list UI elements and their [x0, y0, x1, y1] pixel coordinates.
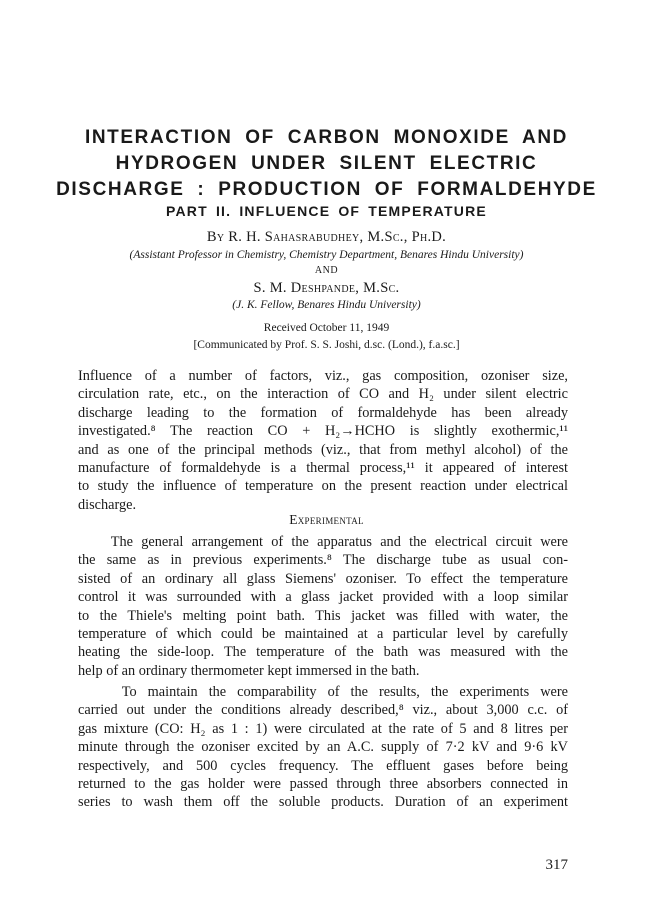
text-line: the same as in previous experiments.⁸ The discharge tube as usual con-	[78, 552, 568, 569]
text-line: discharge.	[78, 496, 137, 513]
text-line: help of an ordinary thermometer kept immersed in the bath.	[78, 662, 420, 679]
text-line: investigated.⁸ The reaction CO + H₂→HCHO is slightly exothermic,¹¹	[78, 423, 568, 440]
experimental-paragraph-1	[78, 533, 568, 680]
text-line: control it was surrounded with a glass jacket provided with a loop similar	[78, 589, 568, 606]
text-line: manufacture of formaldehyde is a thermal process,¹¹ it appeared of interest	[78, 459, 568, 476]
text-line: temperature of which could be maintained at a particular level by carefully	[78, 625, 568, 642]
and-separator: AND	[314, 265, 339, 276]
title-line-2: HYDROGEN UNDER SILENT ELECTRIC	[115, 153, 538, 174]
page-number: 317	[545, 857, 568, 873]
text-line: and as one of the principal methods (viz., that from methyl alcohol) of the	[78, 441, 568, 458]
affiliation-1: (Assistant Professor in Chemistry, Chemistry Department, Benares Hindu University)	[129, 249, 524, 261]
text-line: heating the side-loop. The temperature of the bath was measured with the	[78, 644, 568, 661]
text-line: to the Thiele's melting point bath. This jacket was filled with water, the	[78, 607, 568, 624]
part-subtitle: PART II. INFLUENCE OF TEMPERATURE	[166, 203, 487, 219]
article-title	[40, 125, 613, 203]
author-1: By R. H. Sahasrabudhey, M.Sc., Ph.D.	[206, 229, 447, 245]
experimental-paragraph-2	[78, 683, 568, 812]
communicated-by: [Communicated by Prof. S. S. Joshi, d.sc. (Lond.), f.a.sc.]	[193, 339, 460, 351]
title-line-3: DISCHARGE : PRODUCTION OF FORMALDEHYDE	[56, 179, 597, 200]
received-date: Received October 11, 1949	[263, 322, 390, 334]
text-line: minute through the ozoniser excited by an A.C. supply of 7·2 kV and 9·6 kV	[78, 739, 568, 756]
section-heading-experimental: Experimental	[289, 512, 364, 527]
text-line: series to wash them off the soluble products. Duration of an experiment	[78, 794, 568, 811]
text-line: The general arrangement of the apparatus and the electrical circuit were	[78, 534, 568, 550]
text-line: To maintain the comparability of the results, the experiments were	[78, 684, 568, 700]
text-line: Influence of a number of factors, viz., gas composition, ozoniser size,	[78, 368, 568, 384]
text-line: gas mixture (CO: H₂ as 1 : 1) were circulated at the rate of 5 and 8 litres per	[78, 720, 568, 737]
text-line: circulation rate, etc., on the interaction of CO and H₂ under silent electric	[78, 386, 568, 403]
text-line: returned to the gas holder were passed through three absorbers connected in	[78, 775, 568, 792]
text-line: discharge leading to the formation of formaldehyde has been already	[78, 404, 568, 421]
author-2: S. M. Deshpande, M.Sc.	[253, 280, 400, 296]
text-line: carried out under the conditions already described,⁸ viz., about 3,000 c.c. of	[78, 702, 568, 719]
text-line: respectively, and 500 cycles frequency. The effluent gases before being	[78, 757, 568, 774]
title-line-1: INTERACTION OF CARBON MONOXIDE AND	[84, 127, 569, 148]
text-line: to study the influence of temperature on the present reaction under electrical	[78, 478, 568, 495]
intro-paragraph	[78, 367, 568, 514]
affiliation-2: (J. K. Fellow, Benares Hindu University)	[232, 299, 421, 311]
text-line: sisted of an ordinary all glass Siemens' ozoniser. To effect the temperature	[78, 570, 568, 587]
